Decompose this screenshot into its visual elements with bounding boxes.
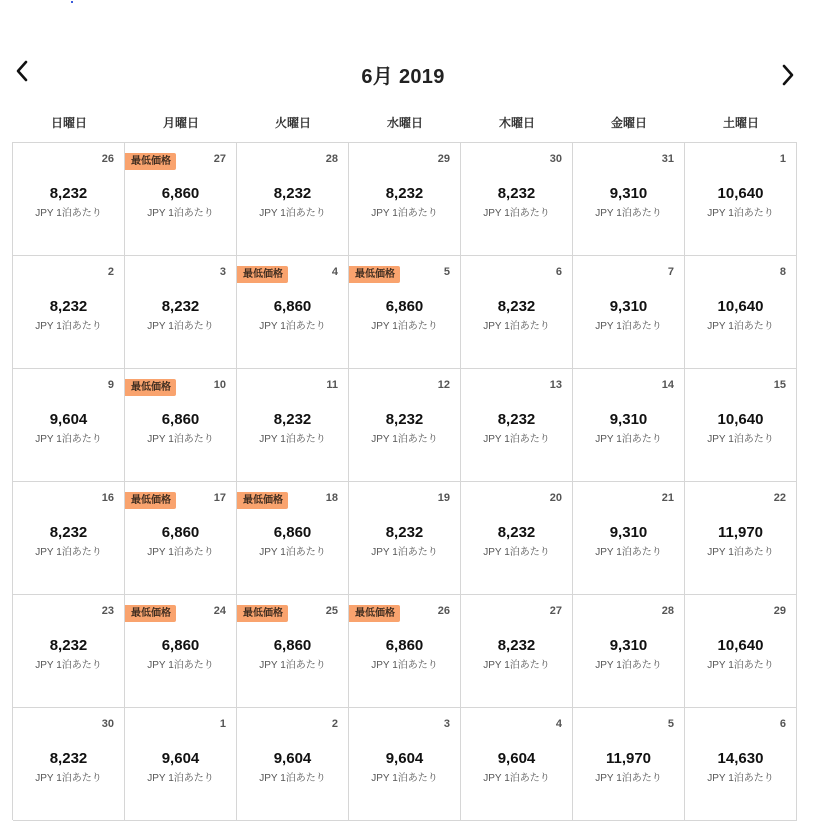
price-unit-label: JPY 1泊あたり	[707, 773, 774, 784]
day-cell[interactable]	[685, 708, 797, 821]
nightly-price: 8,232	[497, 411, 536, 428]
nightly-price: 8,232	[273, 411, 312, 428]
day-number: 29	[773, 605, 786, 617]
nightly-price: 6,860	[161, 411, 200, 428]
price-unit-label: JPY 1泊あたり	[35, 660, 102, 671]
day-cell[interactable]	[349, 482, 461, 595]
day-number: 29	[437, 153, 450, 165]
nightly-price: 6,860	[385, 298, 424, 315]
price-unit-label: JPY 1泊あたり	[147, 660, 214, 671]
day-number: 24	[213, 605, 226, 617]
day-cell[interactable]	[349, 708, 461, 821]
day-cell[interactable]	[461, 708, 573, 821]
price-unit-label: JPY 1泊あたり	[707, 208, 774, 219]
day-cell[interactable]	[349, 369, 461, 482]
price-unit-label: JPY 1泊あたり	[371, 208, 438, 219]
day-cell[interactable]	[125, 482, 237, 595]
price-unit-label: JPY 1泊あたり	[35, 547, 102, 558]
page-dot	[71, 1, 73, 3]
lowest-price-badge: 最低価格	[237, 266, 288, 283]
price-unit-label: JPY 1泊あたり	[259, 208, 326, 219]
day-cell[interactable]	[13, 369, 125, 482]
price-unit-label: JPY 1泊あたり	[259, 773, 326, 784]
lowest-price-badge: 最低価格	[125, 605, 176, 622]
nightly-price: 9,604	[49, 411, 88, 428]
day-cell[interactable]	[349, 143, 461, 256]
price-unit-label: JPY 1泊あたり	[595, 321, 662, 332]
nightly-price: 9,604	[161, 750, 200, 767]
day-number: 27	[213, 153, 226, 165]
day-number: 2	[331, 718, 338, 730]
day-number: 5	[443, 266, 450, 278]
day-cell[interactable]	[13, 256, 125, 369]
nightly-price: 6,860	[161, 185, 200, 202]
day-number: 14	[661, 379, 674, 391]
price-unit-label: JPY 1泊あたり	[483, 321, 550, 332]
price-unit-label: JPY 1泊あたり	[707, 660, 774, 671]
day-cell[interactable]	[237, 708, 349, 821]
day-cell[interactable]	[685, 256, 797, 369]
day-cell[interactable]	[13, 482, 125, 595]
day-number: 30	[549, 153, 562, 165]
nightly-price: 10,640	[717, 637, 764, 654]
day-number: 6	[779, 718, 786, 730]
weekday-friday: 金曜日	[610, 116, 647, 130]
price-unit-label: JPY 1泊あたり	[595, 660, 662, 671]
day-cell[interactable]	[125, 369, 237, 482]
price-unit-label: JPY 1泊あたり	[147, 773, 214, 784]
day-cell[interactable]	[13, 708, 125, 821]
weekday-saturday: 土曜日	[722, 116, 759, 130]
day-number: 16	[101, 492, 114, 504]
day-cell[interactable]	[461, 482, 573, 595]
price-unit-label: JPY 1泊あたり	[595, 434, 662, 445]
nightly-price: 9,604	[497, 750, 536, 767]
day-number: 5	[667, 718, 674, 730]
day-number: 28	[325, 153, 338, 165]
day-cell[interactable]	[573, 143, 685, 256]
nightly-price: 8,232	[385, 524, 424, 541]
nightly-price: 8,232	[49, 298, 88, 315]
day-cell[interactable]	[125, 256, 237, 369]
price-unit-label: JPY 1泊あたり	[371, 547, 438, 558]
weekday-thursday: 木曜日	[498, 116, 535, 130]
day-number: 3	[443, 718, 450, 730]
price-unit-label: JPY 1泊あたり	[35, 773, 102, 784]
day-number: 19	[437, 492, 450, 504]
calendar-header	[0, 52, 826, 98]
weekday-wednesday: 水曜日	[386, 116, 423, 130]
nightly-price: 6,860	[385, 637, 424, 654]
day-number: 6	[555, 266, 562, 278]
nightly-price: 9,310	[609, 411, 648, 428]
weekday-tuesday: 火曜日	[274, 116, 311, 130]
day-cell[interactable]	[237, 369, 349, 482]
day-number: 20	[549, 492, 562, 504]
price-unit-label: JPY 1泊あたり	[483, 660, 550, 671]
day-number: 22	[773, 492, 786, 504]
day-cell[interactable]	[237, 482, 349, 595]
price-unit-label: JPY 1泊あたり	[259, 434, 326, 445]
price-unit-label: JPY 1泊あたり	[371, 434, 438, 445]
day-number: 15	[773, 379, 786, 391]
nightly-price: 8,232	[497, 637, 536, 654]
calendar-grid	[12, 142, 797, 820]
nightly-price: 6,860	[273, 524, 312, 541]
month-title: 6月 2019	[361, 66, 445, 88]
price-unit-label: JPY 1泊あたり	[371, 773, 438, 784]
nightly-price: 8,232	[497, 524, 536, 541]
day-cell[interactable]	[461, 369, 573, 482]
price-unit-label: JPY 1泊あたり	[147, 547, 214, 558]
day-cell[interactable]	[461, 595, 573, 708]
day-number: 23	[101, 605, 114, 617]
nightly-price: 6,860	[161, 637, 200, 654]
price-unit-label: JPY 1泊あたり	[595, 773, 662, 784]
nightly-price: 9,310	[609, 637, 648, 654]
day-cell[interactable]	[685, 143, 797, 256]
chevron-right-icon	[780, 63, 796, 87]
day-cell[interactable]	[461, 256, 573, 369]
day-cell[interactable]	[461, 143, 573, 256]
day-number: 2	[107, 266, 114, 278]
price-unit-label: JPY 1泊あたり	[483, 547, 550, 558]
day-cell[interactable]	[13, 595, 125, 708]
nightly-price: 8,232	[385, 411, 424, 428]
price-unit-label: JPY 1泊あたり	[483, 434, 550, 445]
day-cell[interactable]	[237, 595, 349, 708]
day-number: 28	[661, 605, 674, 617]
price-unit-label: JPY 1泊あたり	[371, 321, 438, 332]
price-unit-label: JPY 1泊あたり	[707, 434, 774, 445]
price-unit-label: JPY 1泊あたり	[259, 321, 326, 332]
price-unit-label: JPY 1泊あたり	[707, 321, 774, 332]
day-number: 25	[325, 605, 338, 617]
day-cell[interactable]	[685, 482, 797, 595]
nightly-price: 11,970	[605, 750, 652, 767]
day-cell[interactable]	[573, 595, 685, 708]
day-number: 9	[107, 379, 114, 391]
day-cell[interactable]	[125, 595, 237, 708]
nightly-price: 6,860	[273, 298, 312, 315]
next-month-button[interactable]	[773, 60, 803, 90]
day-number: 1	[779, 153, 786, 165]
day-cell[interactable]	[573, 708, 685, 821]
price-unit-label: JPY 1泊あたり	[147, 321, 214, 332]
nightly-price: 9,310	[609, 185, 648, 202]
nightly-price: 10,640	[717, 411, 764, 428]
day-cell[interactable]	[125, 143, 237, 256]
price-unit-label: JPY 1泊あたり	[147, 208, 214, 219]
price-unit-label: JPY 1泊あたり	[707, 547, 774, 558]
weekday-sunday: 日曜日	[50, 116, 87, 130]
day-cell[interactable]	[349, 595, 461, 708]
day-number: 3	[219, 266, 226, 278]
lowest-price-badge: 最低価格	[125, 492, 176, 509]
day-number: 27	[549, 605, 562, 617]
day-cell[interactable]	[685, 595, 797, 708]
nightly-price: 14,630	[717, 750, 764, 767]
nightly-price: 6,860	[161, 524, 200, 541]
nightly-price: 8,232	[273, 185, 312, 202]
day-number: 10	[213, 379, 226, 391]
day-cell[interactable]	[573, 369, 685, 482]
price-unit-label: JPY 1泊あたり	[35, 208, 102, 219]
day-number: 7	[667, 266, 674, 278]
lowest-price-badge: 最低価格	[237, 492, 288, 509]
nightly-price: 9,604	[273, 750, 312, 767]
nightly-price: 9,604	[385, 750, 424, 767]
price-unit-label: JPY 1泊あたり	[259, 660, 326, 671]
day-number: 26	[101, 153, 114, 165]
lowest-price-badge: 最低価格	[237, 605, 288, 622]
day-cell[interactable]	[237, 143, 349, 256]
lowest-price-badge: 最低価格	[125, 379, 176, 396]
nightly-price: 8,232	[49, 524, 88, 541]
nightly-price: 10,640	[717, 298, 764, 315]
day-number: 1	[219, 718, 226, 730]
nightly-price: 8,232	[49, 185, 88, 202]
price-unit-label: JPY 1泊あたり	[483, 773, 550, 784]
nightly-price: 8,232	[497, 298, 536, 315]
price-unit-label: JPY 1泊あたり	[35, 321, 102, 332]
day-number: 8	[779, 266, 786, 278]
nightly-price: 8,232	[49, 637, 88, 654]
day-number: 4	[555, 718, 562, 730]
nightly-price: 10,640	[717, 185, 764, 202]
day-cell[interactable]	[573, 482, 685, 595]
day-number: 4	[331, 266, 338, 278]
day-number: 12	[437, 379, 450, 391]
day-number: 31	[661, 153, 674, 165]
price-unit-label: JPY 1泊あたり	[147, 434, 214, 445]
price-unit-label: JPY 1泊あたり	[595, 208, 662, 219]
day-cell[interactable]	[685, 369, 797, 482]
day-number: 18	[325, 492, 338, 504]
day-cell[interactable]	[125, 708, 237, 821]
day-cell[interactable]	[13, 143, 125, 256]
price-unit-label: JPY 1泊あたり	[371, 660, 438, 671]
lowest-price-badge: 最低価格	[349, 266, 400, 283]
nightly-price: 9,310	[609, 298, 648, 315]
price-unit-label: JPY 1泊あたり	[595, 547, 662, 558]
nightly-price: 6,860	[273, 637, 312, 654]
price-unit-label: JPY 1泊あたり	[483, 208, 550, 219]
nightly-price: 8,232	[49, 750, 88, 767]
weekday-monday: 月曜日	[162, 116, 199, 130]
day-number: 21	[661, 492, 674, 504]
weekday-header-row	[13, 114, 797, 132]
price-unit-label: JPY 1泊あたり	[259, 547, 326, 558]
nightly-price: 11,970	[717, 524, 764, 541]
day-cell[interactable]	[237, 256, 349, 369]
day-number: 30	[101, 718, 114, 730]
day-cell[interactable]	[349, 256, 461, 369]
price-unit-label: JPY 1泊あたり	[35, 434, 102, 445]
day-number: 26	[437, 605, 450, 617]
nightly-price: 9,310	[609, 524, 648, 541]
nightly-price: 8,232	[385, 185, 424, 202]
nightly-price: 8,232	[497, 185, 536, 202]
lowest-price-badge: 最低価格	[349, 605, 400, 622]
day-cell[interactable]	[573, 256, 685, 369]
nightly-price: 8,232	[161, 298, 200, 315]
lowest-price-badge: 最低価格	[125, 153, 176, 170]
day-number: 11	[326, 379, 338, 391]
day-number: 17	[213, 492, 226, 504]
day-number: 13	[549, 379, 562, 391]
